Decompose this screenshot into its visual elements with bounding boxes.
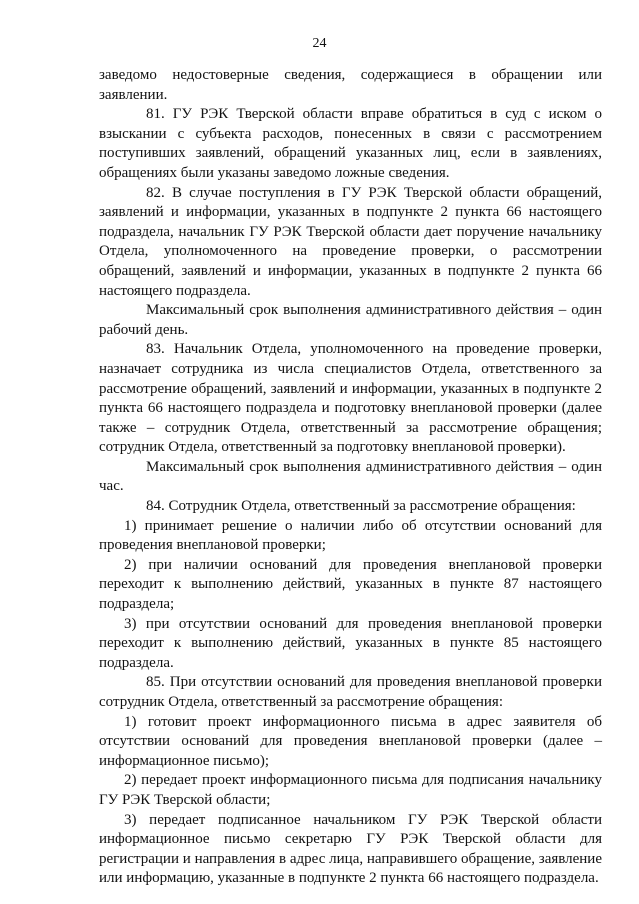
paragraph-84-item-2: 2) при наличии оснований для проведения внеплановой проверки переходит к выполнению действий, указанных в пункте 87 настоящего подраздела; bbox=[99, 556, 602, 613]
paragraph-85-item-1: 1) готовит проект информационного письма в адрес заявителя об отсутствии оснований для проведения внеплановой проверки (далее – информационное письмо); bbox=[99, 713, 602, 769]
paragraph-85: 85. При отсутствии оснований для проведения внеплановой проверки сотрудник Отдела, ответственный за рассмотрение обращения: bbox=[99, 674, 602, 710]
paragraph-83-deadline: Максимальный срок выполнения административного действия – один час. bbox=[99, 458, 602, 495]
paragraph-83: 83. Начальник Отдела, уполномоченного на проведение проверки, назначает сотрудника из числа специалистов Отдела, ответственного за рассмотрение обращений, заявлений и информации, указанных в подпункте 2 пункта 66 настоящего подраздела и подготовку внеплановой проверки (далее также – сотрудник Отдела, ответственный за рассмотрение обращения; сотрудник Отдела, ответственный за подготовку внеплановой проверки). bbox=[99, 341, 602, 456]
paragraph-82-deadline: Максимальный срок выполнения административного действия – один рабочий день. bbox=[99, 302, 602, 338]
page-number: 24 bbox=[312, 36, 327, 51]
paragraph-85-item-2: 2) передает проект информационного письма для подписания начальнику ГУ РЭК Тверской области; bbox=[99, 772, 602, 808]
paragraph-84-item-3: 3) при отсутствии оснований для проведения внеплановой проверки переходит к выполнению действий, указанных в пункте 85 настоящего подраздела. bbox=[99, 615, 602, 671]
paragraph-84: 84. Сотрудник Отдела, ответственный за рассмотрение обращения: bbox=[146, 498, 576, 515]
paragraph-82: 82. В случае поступления в ГУ РЭК Тверской области обращений, заявлений и информации, указанных в подпункте 2 пункта 66 настоящего подраздела, начальник ГУ РЭК Тверской области дает поручение начальнику Отдела, уполномоченного на проведение проверки, о рассмотрении обращений, заявлений и информации, указанных в подпункте 2 пункта 66 настоящего подраздела. bbox=[99, 184, 602, 299]
document-body bbox=[99, 66, 602, 889]
paragraph-84-item-1: 1) принимает решение о наличии либо об отсутствии оснований для проведения внеплановой проверки; bbox=[99, 517, 602, 554]
paragraph-85-item-3: 3) передает подписанное начальником ГУ РЭК Тверской области информационное письмо секретарю ГУ РЭК Тверской области для регистрации и направления в адрес лица, направившего обращение, заявление или информацию, указанные в подпункте 2 пункта 66 настоящего подраздела. bbox=[99, 811, 602, 887]
paragraph-81: 81. ГУ РЭК Тверской области вправе обратиться в суд с иском о взыскании с субъекта расходов, понесенных в связи с рассмотрением поступивших заявлений, обращений указанных лиц, если в заявлениях, обращениях были указаны заведомо ложные сведения. bbox=[99, 106, 602, 181]
paragraph-continuation: заведомо недостоверные сведения, содержащиеся в обращении или заявлении. bbox=[99, 67, 602, 103]
